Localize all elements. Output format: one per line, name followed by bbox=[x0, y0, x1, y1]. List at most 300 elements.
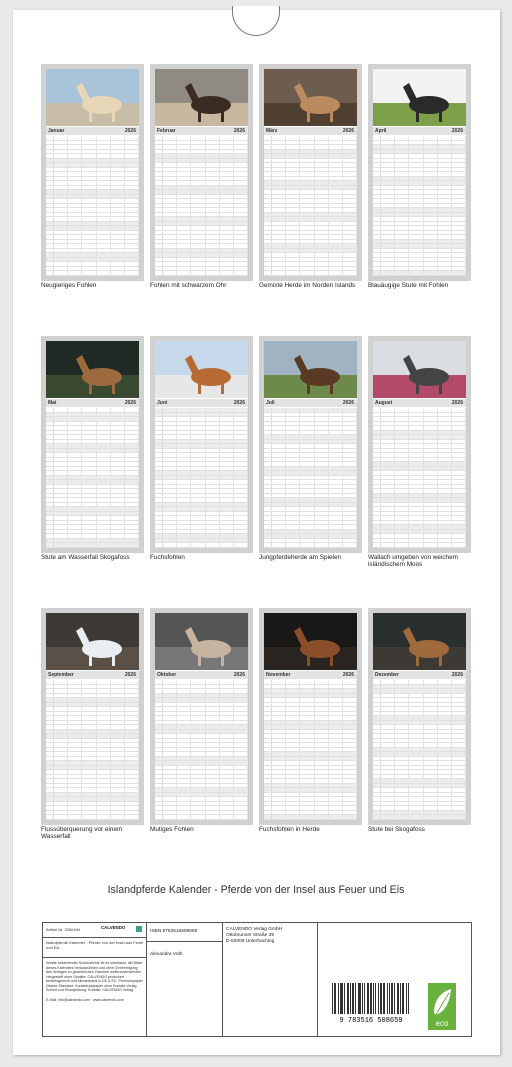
barcode-bar bbox=[332, 983, 333, 1014]
planner-cell bbox=[206, 806, 220, 810]
planner-cell bbox=[82, 417, 96, 421]
planner-cell bbox=[286, 417, 300, 421]
planner-cell bbox=[452, 770, 466, 774]
planner-cell bbox=[220, 435, 234, 439]
planner-cell bbox=[111, 694, 125, 698]
month-caption: Fuchsfohlen bbox=[150, 554, 185, 561]
planner-cell bbox=[329, 757, 343, 761]
planner-cell bbox=[163, 775, 177, 779]
planner-cell bbox=[206, 226, 220, 230]
planner-cell bbox=[111, 784, 125, 788]
day-number-cell bbox=[373, 177, 381, 181]
planner-cell bbox=[272, 208, 286, 212]
planner-cell bbox=[409, 154, 423, 158]
planner-cell bbox=[409, 413, 423, 417]
planner-cell bbox=[452, 190, 466, 194]
planner-cell bbox=[409, 721, 423, 725]
planner-cell bbox=[125, 503, 139, 507]
planner-cell bbox=[315, 471, 329, 475]
planner-cell bbox=[300, 168, 314, 172]
planner-cell bbox=[206, 707, 220, 711]
planner-cell bbox=[191, 240, 205, 244]
planner-cell bbox=[300, 752, 314, 756]
day-number-cell bbox=[373, 793, 381, 797]
day-number-cell bbox=[264, 195, 272, 199]
planner-cell bbox=[234, 195, 248, 199]
planner-cell bbox=[395, 163, 409, 167]
planner-cell bbox=[300, 471, 314, 475]
planner-cell bbox=[68, 703, 82, 707]
planner-cell bbox=[82, 530, 96, 534]
planner-cell bbox=[424, 413, 438, 417]
day-number-cell bbox=[373, 707, 381, 711]
planner-cell bbox=[300, 440, 314, 444]
planner-cell bbox=[343, 150, 357, 154]
planner-cell bbox=[191, 489, 205, 493]
planner-cell bbox=[163, 766, 177, 770]
planner-cell bbox=[82, 811, 96, 815]
day-number-cell bbox=[264, 150, 272, 154]
planner-cell bbox=[125, 471, 139, 475]
planner-cell bbox=[381, 516, 395, 520]
planner-cell bbox=[300, 449, 314, 453]
planner-cell bbox=[300, 413, 314, 417]
planner-cell bbox=[111, 703, 125, 707]
day-number-cell bbox=[264, 440, 272, 444]
planner-cell bbox=[424, 743, 438, 747]
day-number-cell bbox=[46, 222, 54, 226]
planner-cell bbox=[163, 181, 177, 185]
planner-cell bbox=[395, 757, 409, 761]
planner-cell bbox=[409, 689, 423, 693]
planner-cell bbox=[68, 761, 82, 765]
planner-cell bbox=[234, 793, 248, 797]
day-number-cell bbox=[46, 707, 54, 711]
planner-cell bbox=[395, 716, 409, 720]
month-sheet bbox=[155, 341, 248, 548]
planner-cell bbox=[438, 150, 452, 154]
planner-cell bbox=[272, 150, 286, 154]
planner-cell bbox=[177, 141, 191, 145]
planner-cell bbox=[329, 195, 343, 199]
planner-cell bbox=[438, 267, 452, 271]
planner-cell bbox=[329, 426, 343, 430]
day-number-cell bbox=[264, 213, 272, 217]
planner-cell bbox=[395, 698, 409, 702]
planner-cell bbox=[300, 748, 314, 752]
planner-cell bbox=[234, 507, 248, 511]
planner-cell bbox=[177, 199, 191, 203]
planner-cell bbox=[163, 136, 177, 140]
planner-cell bbox=[68, 267, 82, 271]
planner-cell bbox=[68, 136, 82, 140]
day-number-cell bbox=[46, 168, 54, 172]
planner-cell bbox=[329, 712, 343, 716]
planner-cell bbox=[424, 498, 438, 502]
planner-cell bbox=[54, 422, 68, 426]
planner-cell bbox=[286, 413, 300, 417]
planner-cell bbox=[286, 507, 300, 511]
planner-cell bbox=[315, 476, 329, 480]
day-number-cell bbox=[46, 440, 54, 444]
planner-cell bbox=[177, 512, 191, 516]
planner-cell bbox=[315, 417, 329, 421]
imprint-col-isbn bbox=[147, 923, 223, 1036]
planner-cell bbox=[54, 190, 68, 194]
planner-cell bbox=[234, 199, 248, 203]
planner-cell bbox=[381, 204, 395, 208]
planner-cell bbox=[409, 770, 423, 774]
planner-cell bbox=[97, 761, 111, 765]
planner-cell bbox=[82, 150, 96, 154]
planner-cell bbox=[286, 725, 300, 729]
day-number-cell bbox=[373, 521, 381, 525]
planner-cell bbox=[409, 168, 423, 172]
planner-cell bbox=[452, 788, 466, 792]
planner-cell bbox=[177, 240, 191, 244]
planner-cell bbox=[395, 485, 409, 489]
planner-cell bbox=[395, 779, 409, 783]
planner-cell bbox=[315, 181, 329, 185]
planner-cell bbox=[409, 253, 423, 257]
planner-cell bbox=[68, 177, 82, 181]
barcode-bar bbox=[348, 983, 349, 1014]
planner-cell bbox=[381, 408, 395, 412]
planner-cell bbox=[125, 267, 139, 271]
planner-cell bbox=[82, 507, 96, 511]
planner-cell bbox=[206, 462, 220, 466]
planner-cell bbox=[191, 235, 205, 239]
planner-cell bbox=[395, 253, 409, 257]
planner-cell bbox=[329, 462, 343, 466]
planner-cell bbox=[68, 694, 82, 698]
month-year: 2026 bbox=[233, 672, 245, 678]
day-number-cell bbox=[264, 739, 272, 743]
planner-cell bbox=[220, 271, 234, 275]
planner-cell bbox=[97, 530, 111, 534]
planner-cell bbox=[286, 516, 300, 520]
planner-cell bbox=[234, 145, 248, 149]
planner-cell bbox=[315, 426, 329, 430]
day-number-cell bbox=[264, 154, 272, 158]
planner-cell bbox=[125, 145, 139, 149]
planner-cell bbox=[343, 195, 357, 199]
planner-cell bbox=[82, 770, 96, 774]
planner-cell bbox=[300, 689, 314, 693]
planner-cell bbox=[220, 494, 234, 498]
planner-cell bbox=[191, 168, 205, 172]
month-sheet bbox=[264, 341, 357, 548]
planner-cell bbox=[315, 698, 329, 702]
planner-cell bbox=[234, 770, 248, 774]
planner-cell bbox=[68, 235, 82, 239]
planner-cell bbox=[452, 512, 466, 516]
planner-cell bbox=[191, 172, 205, 176]
planner-cell bbox=[82, 204, 96, 208]
planner-cell bbox=[97, 766, 111, 770]
day-number-cell bbox=[373, 770, 381, 774]
day-number-cell bbox=[264, 530, 272, 534]
planner-cell bbox=[97, 775, 111, 779]
planner-cell bbox=[286, 181, 300, 185]
planner-cell bbox=[111, 413, 125, 417]
planner-cell bbox=[424, 512, 438, 516]
planner-cell bbox=[424, 784, 438, 788]
month-photo bbox=[46, 613, 139, 670]
planner-cell bbox=[329, 408, 343, 412]
planner-cell bbox=[329, 752, 343, 756]
planner-cell bbox=[54, 815, 68, 819]
planner-cell bbox=[54, 145, 68, 149]
day-number-cell bbox=[373, 680, 381, 684]
day-number-cell bbox=[155, 811, 163, 815]
planner-cell bbox=[125, 163, 139, 167]
day-number-cell bbox=[46, 177, 54, 181]
planner-cell bbox=[286, 186, 300, 190]
planner-cell bbox=[409, 426, 423, 430]
month-header bbox=[373, 399, 466, 407]
planner-cell bbox=[409, 444, 423, 448]
planner-cell bbox=[272, 534, 286, 538]
planner-cell bbox=[68, 530, 82, 534]
planner-cell bbox=[111, 258, 125, 262]
planner-cell bbox=[220, 222, 234, 226]
planner-cell bbox=[220, 199, 234, 203]
planner-cell bbox=[452, 694, 466, 698]
planner-cell bbox=[329, 730, 343, 734]
planner-cell bbox=[409, 694, 423, 698]
planner-cell bbox=[395, 195, 409, 199]
planner-cell bbox=[329, 703, 343, 707]
planner-cell bbox=[163, 190, 177, 194]
planner-cell bbox=[438, 244, 452, 248]
planner-cell bbox=[438, 408, 452, 412]
planner-cell bbox=[395, 489, 409, 493]
month-header bbox=[155, 671, 248, 679]
planner-cell bbox=[177, 770, 191, 774]
day-number-cell bbox=[155, 512, 163, 516]
month-caption: Stute am Wasserfall Skogafoss bbox=[41, 554, 130, 561]
planner-cell bbox=[163, 806, 177, 810]
planner-cell bbox=[191, 734, 205, 738]
planner-cell bbox=[315, 752, 329, 756]
planner-cell bbox=[452, 698, 466, 702]
planner-cell bbox=[452, 168, 466, 172]
month-photo bbox=[264, 341, 357, 398]
planner-cell bbox=[452, 543, 466, 547]
planner-cell bbox=[424, 163, 438, 167]
planner-cell bbox=[111, 141, 125, 145]
planner-cell bbox=[125, 444, 139, 448]
planner-cell bbox=[343, 707, 357, 711]
day-number-cell bbox=[264, 485, 272, 489]
planner-cell bbox=[97, 150, 111, 154]
month-name: März bbox=[266, 128, 278, 134]
planner-cell bbox=[286, 240, 300, 244]
planner-cell bbox=[206, 543, 220, 547]
month-panel bbox=[41, 336, 144, 553]
planner-cell bbox=[163, 498, 177, 502]
planner-cell bbox=[163, 208, 177, 212]
planner-cell bbox=[220, 498, 234, 502]
planner-cell bbox=[424, 159, 438, 163]
planner-cell bbox=[409, 712, 423, 716]
planner-cell bbox=[97, 231, 111, 235]
planner-cell bbox=[286, 779, 300, 783]
day-number-cell bbox=[155, 150, 163, 154]
planner-cell bbox=[206, 788, 220, 792]
planner-cell bbox=[191, 784, 205, 788]
planner-cell bbox=[54, 770, 68, 774]
planner-cell bbox=[191, 471, 205, 475]
day-number-cell bbox=[46, 208, 54, 212]
planner-cell bbox=[163, 730, 177, 734]
planner-cell bbox=[206, 802, 220, 806]
planner-cell bbox=[191, 770, 205, 774]
planner-cell bbox=[191, 217, 205, 221]
planner-cell bbox=[438, 145, 452, 149]
planner-cell bbox=[125, 244, 139, 248]
planner-cell bbox=[424, 240, 438, 244]
planner-cell bbox=[315, 199, 329, 203]
planner-cell bbox=[300, 797, 314, 801]
planner-cell bbox=[125, 752, 139, 756]
planner-cell bbox=[163, 253, 177, 257]
planner-cell bbox=[220, 253, 234, 257]
planner-cell bbox=[424, 231, 438, 235]
day-number-cell bbox=[46, 766, 54, 770]
planner-cell bbox=[234, 739, 248, 743]
planner-cell bbox=[54, 262, 68, 266]
day-number-cell bbox=[46, 716, 54, 720]
barcode-bar bbox=[359, 983, 360, 1014]
planner-cell bbox=[220, 802, 234, 806]
planner-cell bbox=[409, 698, 423, 702]
day-number-cell bbox=[155, 440, 163, 444]
planner-cell bbox=[234, 417, 248, 421]
planner-cell bbox=[438, 141, 452, 145]
day-number-cell bbox=[373, 739, 381, 743]
planner-cell bbox=[329, 694, 343, 698]
planner-cell bbox=[424, 222, 438, 226]
planner-cell bbox=[97, 734, 111, 738]
planner-cell bbox=[206, 815, 220, 819]
planner-cell bbox=[343, 770, 357, 774]
planner-cell bbox=[409, 222, 423, 226]
day-number-cell bbox=[373, 806, 381, 810]
planner-cell bbox=[424, 267, 438, 271]
planner-cell bbox=[82, 181, 96, 185]
planner-cell bbox=[54, 163, 68, 167]
planner-cell bbox=[438, 204, 452, 208]
planner-cell bbox=[381, 449, 395, 453]
planner-cell bbox=[68, 271, 82, 275]
planner-cell bbox=[234, 521, 248, 525]
planner-cell bbox=[395, 739, 409, 743]
planner-cell bbox=[68, 458, 82, 462]
planner-cell bbox=[54, 698, 68, 702]
planner-cell bbox=[220, 793, 234, 797]
planner-cell bbox=[68, 231, 82, 235]
month-panel bbox=[41, 608, 144, 825]
planner-cell bbox=[125, 271, 139, 275]
day-number-cell bbox=[46, 530, 54, 534]
planner-cell bbox=[381, 530, 395, 534]
month-sheet bbox=[46, 69, 139, 276]
planner-cell bbox=[163, 235, 177, 239]
planner-cell bbox=[125, 222, 139, 226]
month-header bbox=[373, 127, 466, 135]
day-grid bbox=[155, 136, 248, 276]
day-number-cell bbox=[46, 507, 54, 511]
planner-cell bbox=[438, 417, 452, 421]
planner-cell bbox=[315, 458, 329, 462]
day-number-cell bbox=[373, 172, 381, 176]
planner-cell bbox=[286, 503, 300, 507]
planner-cell bbox=[438, 471, 452, 475]
planner-cell bbox=[125, 793, 139, 797]
planner-cell bbox=[111, 480, 125, 484]
planner-cell bbox=[54, 503, 68, 507]
planner-cell bbox=[395, 249, 409, 253]
planner-cell bbox=[315, 712, 329, 716]
planner-cell bbox=[381, 480, 395, 484]
planner-cell bbox=[452, 244, 466, 248]
planner-cell bbox=[424, 150, 438, 154]
planner-cell bbox=[343, 408, 357, 412]
day-number-cell bbox=[373, 226, 381, 230]
month-name: November bbox=[266, 672, 291, 678]
planner-cell bbox=[343, 498, 357, 502]
planner-cell bbox=[286, 797, 300, 801]
planner-cell bbox=[220, 721, 234, 725]
planner-cell bbox=[54, 689, 68, 693]
planner-cell bbox=[300, 253, 314, 257]
day-number-cell bbox=[373, 485, 381, 489]
planner-cell bbox=[381, 784, 395, 788]
planner-cell bbox=[97, 698, 111, 702]
planner-cell bbox=[452, 467, 466, 471]
planner-cell bbox=[409, 240, 423, 244]
planner-cell bbox=[163, 458, 177, 462]
planner-cell bbox=[111, 485, 125, 489]
planner-cell bbox=[315, 489, 329, 493]
planner-cell bbox=[300, 494, 314, 498]
planner-cell bbox=[381, 235, 395, 239]
barcode-bar bbox=[353, 983, 354, 1014]
planner-cell bbox=[125, 806, 139, 810]
planner-cell bbox=[329, 190, 343, 194]
planner-cell bbox=[424, 458, 438, 462]
planner-cell bbox=[343, 172, 357, 176]
day-grid bbox=[155, 408, 248, 548]
planner-cell bbox=[286, 258, 300, 262]
planner-cell bbox=[395, 689, 409, 693]
planner-cell bbox=[452, 507, 466, 511]
planner-cell bbox=[409, 467, 423, 471]
planner-cell bbox=[286, 766, 300, 770]
month-sheet bbox=[373, 69, 466, 276]
planner-cell bbox=[234, 721, 248, 725]
day-number-cell bbox=[155, 267, 163, 271]
planner-cell bbox=[125, 543, 139, 547]
planner-cell bbox=[54, 543, 68, 547]
planner-cell bbox=[191, 244, 205, 248]
planner-cell bbox=[409, 458, 423, 462]
planner-cell bbox=[220, 190, 234, 194]
planner-cell bbox=[177, 489, 191, 493]
day-number-cell bbox=[46, 141, 54, 145]
